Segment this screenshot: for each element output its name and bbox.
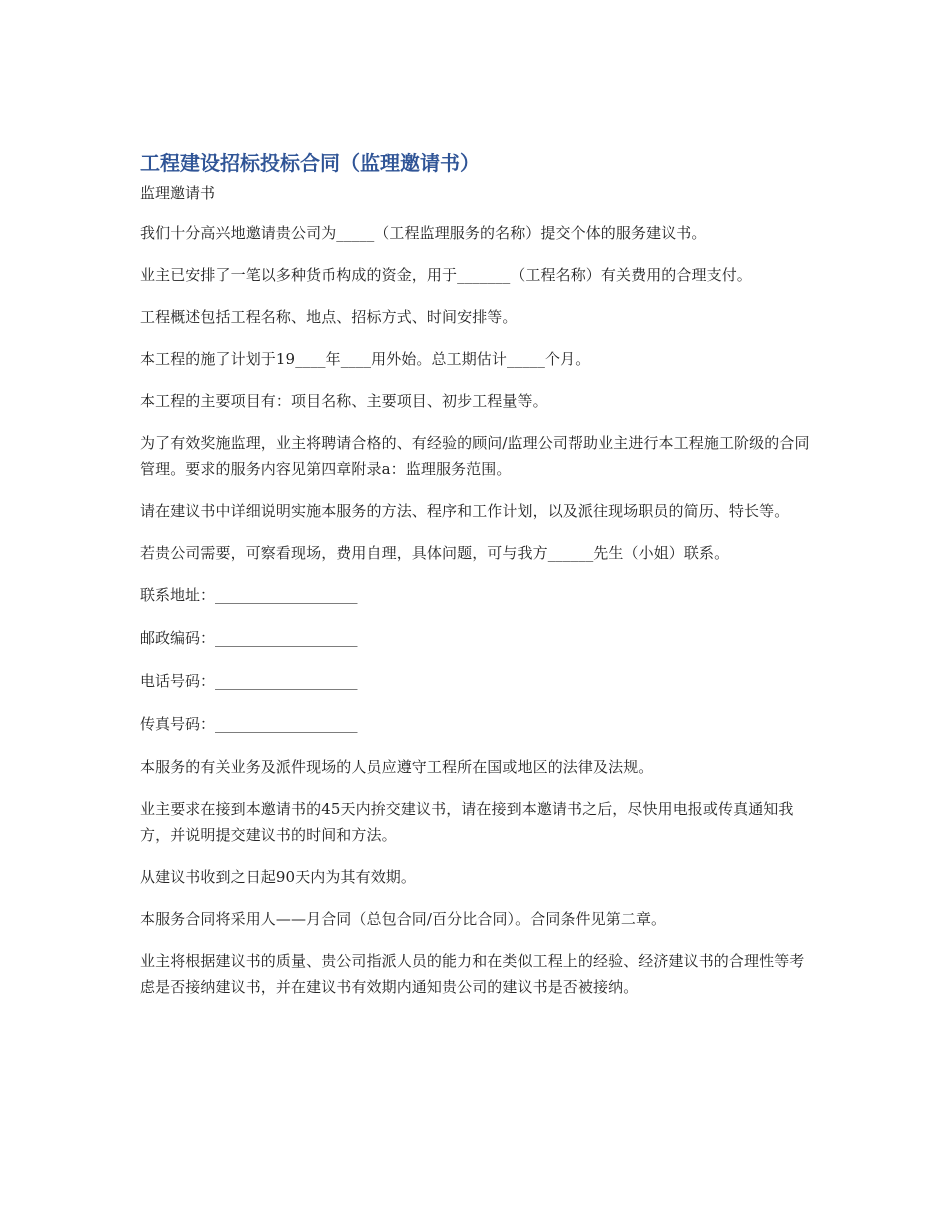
paragraph: 工程概述包括工程名称、地点、招标方式、时间安排等。 — [140, 308, 518, 326]
contact-address-field: 联系地址：___________________ — [140, 586, 358, 604]
paragraph: 为了有效奖施监理，业主将聘请合格的、有经验的顾问/监理公司帮助业主进行本工程施工阶级的合同管理。要求的服务内容见第四章附录a：监理服务范围。 — [140, 434, 810, 478]
paragraph: 本服务的有关业务及派件现场的人员应遵守工程所在国或地区的法律及法规。 — [140, 758, 654, 776]
paragraph: 若贵公司需要，可察看现场，费用自理，具体问题，可与我方______先生（小姐）联系。 — [140, 544, 730, 562]
paragraph: 我们十分高兴地邀请贵公司为_____（工程监理服务的名称）提交个体的服务建议书。 — [140, 224, 707, 242]
fax-number-field: 传真号码：___________________ — [140, 715, 358, 733]
document-page — [140, 148, 812, 1016]
paragraph: 本服务合同将采用人——月合同（总包合同/百分比合同）。合同条件见第二章。 — [140, 910, 667, 928]
phone-number-field: 电话号码：___________________ — [140, 672, 358, 690]
paragraph: 本工程的主要项目有：项目名称、主要项目、初步工程量等。 — [140, 392, 548, 410]
paragraph: 业主将根据建议书的质量、贵公司指派人员的能力和在类似工程上的经验、经济建议书的合理性等考虑是否接纳建议书，并在建议书有效期内通知贵公司的建议书是否被接纳。 — [140, 952, 805, 996]
postal-code-field: 邮政编码：___________________ — [140, 629, 358, 647]
document-title: 工程建设招标投标合同（监理邀请书） — [140, 151, 480, 175]
paragraph: 业主已安排了一笔以多种货币构成的资金，用于_______（工程名称）有关费用的合理支付。 — [140, 266, 752, 284]
paragraph: 请在建议书中详细说明实施本服务的方法、程序和工作计划，以及派往现场职员的简历、特长等。 — [140, 502, 790, 520]
paragraph: 本工程的施了计划于19____年____用外始。总工期估计_____个月。 — [140, 350, 591, 368]
paragraph: 从建议书收到之日起90天内为其有效期。 — [140, 868, 416, 886]
document-subtitle: 监理邀请书 — [140, 184, 216, 202]
paragraph: 业主要求在接到本邀请书的45天内拚交建议书，请在接到本邀请书之后，尽快用电报或传真通知我方，并说明提交建议书的时间和方法。 — [140, 800, 794, 844]
